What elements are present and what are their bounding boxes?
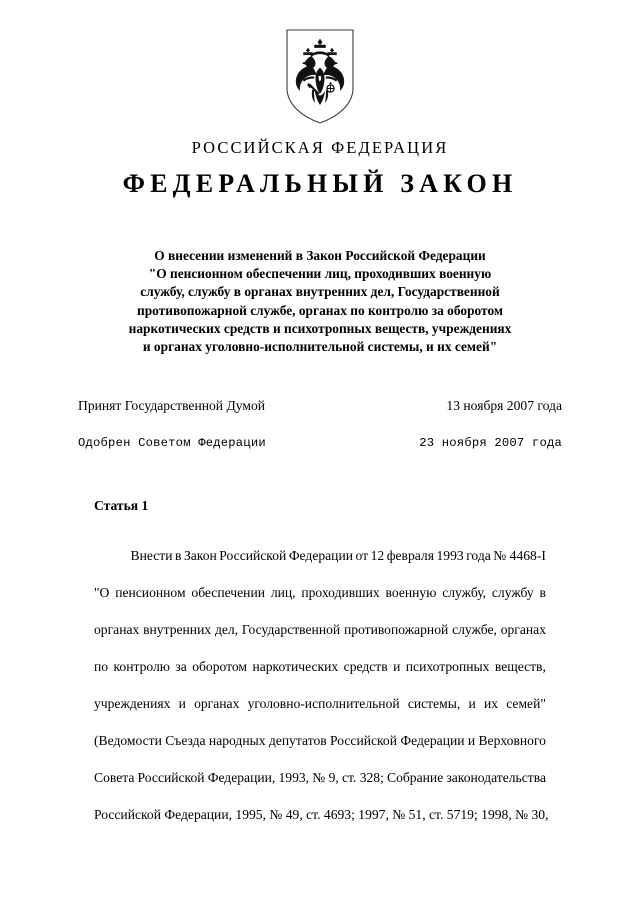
adopted-by-duma-row xyxy=(78,398,562,414)
word: "О xyxy=(94,585,110,601)
word: Российской xyxy=(330,733,398,749)
word: 1993 xyxy=(436,548,464,564)
word: дел, xyxy=(214,622,239,638)
word: органах xyxy=(194,696,240,712)
word: веществ, xyxy=(494,659,546,675)
law-title-line: "О пенсионном обеспечении лиц, проходивших военную xyxy=(148,266,492,282)
word: и xyxy=(467,733,476,749)
word: Съезда xyxy=(165,733,206,749)
word: № 49, xyxy=(265,807,303,823)
coat-of-arms-container xyxy=(0,0,640,126)
word: № 9, xyxy=(312,770,339,786)
word: депутатов xyxy=(268,733,327,749)
word: органах xyxy=(94,622,140,638)
article-block xyxy=(94,498,549,833)
word: Российской xyxy=(94,807,161,823)
word: от xyxy=(355,548,369,564)
word: службу xyxy=(491,585,534,601)
word: Внести xyxy=(130,548,173,564)
word: народных xyxy=(208,733,266,749)
word: Федерации, xyxy=(161,807,232,823)
word: Российской xyxy=(137,770,205,786)
word: Федерации xyxy=(288,548,354,564)
word: Закон xyxy=(183,548,217,564)
word: Государственной xyxy=(241,622,341,638)
approved-by-council-row xyxy=(78,436,562,450)
word: службе, xyxy=(452,622,497,638)
word: уголовно-исполнительной xyxy=(247,696,400,712)
law-title-line: О внесении изменений в Закон Российской Федерации xyxy=(154,248,486,263)
paragraph-indent xyxy=(94,537,128,574)
approved-by-council-label: Одобрен Советом Федерации xyxy=(78,436,266,451)
approved-by-council-date: 23 ноября 2007 года xyxy=(419,436,562,451)
article-paragraph-line xyxy=(94,611,546,648)
article-paragraph-line xyxy=(94,648,546,685)
word: Собрание xyxy=(387,770,444,786)
word: № 51, xyxy=(388,807,426,823)
law-title-line: наркотических средств и психотропных веществ, учреждениях xyxy=(128,320,512,336)
word: Федерации, xyxy=(207,770,276,786)
word: по xyxy=(94,659,109,675)
word: № 30, xyxy=(511,807,549,823)
word: обеспечении xyxy=(191,585,265,601)
word: № 4468-I xyxy=(493,548,546,564)
word: в xyxy=(539,585,546,601)
russian-coat-of-arms-icon xyxy=(281,26,359,126)
adopted-by-duma-date: 13 ноября 2007 года xyxy=(446,398,562,414)
adopted-by-duma-label: Принят Государственной Думой xyxy=(78,398,266,414)
word: в xyxy=(175,548,182,564)
word: психотропных xyxy=(405,659,490,675)
word: года xyxy=(466,548,491,564)
word: проходивших xyxy=(301,585,380,601)
word: семей" xyxy=(506,696,546,712)
word: пенсионном xyxy=(115,585,186,601)
word: средств xyxy=(343,659,388,675)
word: наркотических xyxy=(252,659,339,675)
word: 1998, xyxy=(477,807,512,823)
word: оборотом xyxy=(192,659,248,675)
law-title xyxy=(102,247,538,356)
word: 12 xyxy=(370,548,385,564)
word: противопожарной xyxy=(343,622,449,638)
word: ст. 4693; xyxy=(302,807,355,823)
article-heading: Статья 1 xyxy=(94,498,149,514)
word: системы, xyxy=(407,696,461,712)
word: Верховного xyxy=(478,733,546,749)
word: и xyxy=(393,659,401,675)
country-heading: РОССИЙСКАЯ ФЕДЕРАЦИЯ xyxy=(191,138,449,157)
article-paragraph-line xyxy=(94,685,546,722)
law-title-line: противопожарной службе, органах по контролю за оборотом xyxy=(136,302,504,318)
word: учреждениях xyxy=(94,696,171,712)
word: и xyxy=(468,696,476,712)
law-title-line: службу, службу в органах внутренних дел, Государственной xyxy=(140,284,500,300)
word: 1997, xyxy=(354,807,389,823)
word: службу, xyxy=(442,585,487,601)
word: их xyxy=(483,696,499,712)
word: (Ведомости xyxy=(94,733,162,749)
word: 1993, xyxy=(278,770,310,786)
word: Федерации xyxy=(400,733,465,749)
word: и xyxy=(178,696,186,712)
word: 1995, xyxy=(232,807,266,823)
law-title-line: и органах уголовно-исполнительной системы, и их семей" xyxy=(142,339,498,355)
word: законодательства xyxy=(446,770,546,786)
law-type-heading: ФЕДЕРАЛЬНЫЙ ЗАКОН xyxy=(122,169,518,198)
adoption-block xyxy=(78,398,562,450)
word: лиц, xyxy=(270,585,296,601)
word: февраля xyxy=(386,548,434,564)
word: ст. 5719; xyxy=(425,807,478,823)
article-paragraph-line xyxy=(94,574,546,611)
word: Российской xyxy=(219,548,287,564)
word: Совета xyxy=(94,770,135,786)
article-paragraph-line xyxy=(94,796,549,833)
article-paragraph-line xyxy=(94,722,546,759)
word: военную xyxy=(385,585,437,601)
word: контролю xyxy=(113,659,170,675)
word: ст. 328; xyxy=(341,770,384,786)
word: за xyxy=(175,659,187,675)
word: внутренних xyxy=(143,622,212,638)
article-paragraph xyxy=(94,537,549,833)
article-paragraph-line xyxy=(94,759,546,796)
article-paragraph-line xyxy=(94,537,546,574)
word: органах xyxy=(500,622,546,638)
